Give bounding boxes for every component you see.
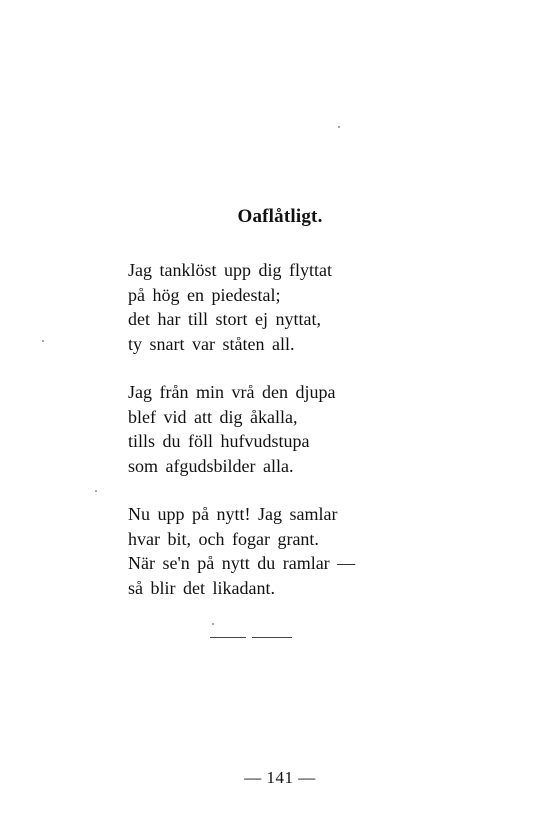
paper-speck [42,340,44,342]
paper-speck [212,623,214,625]
stanza-3 [128,502,448,600]
poem-title: Oaflåtligt. [237,206,323,227]
poem-line: När se'n på nytt du ramlar — [128,553,356,573]
poem-line: tills du föll hufvudstupa [128,431,310,451]
poem-line: på hög en piedestal; [128,284,281,305]
poem-line: ty snart var ståten all. [128,333,295,354]
stanza-1 [128,258,448,356]
poem-line: hvar bit, och fogar grant. [128,528,319,549]
stanza-2 [128,380,448,478]
page-number: — 141 — [244,768,316,787]
poem-line: det har till stort ej nyttat, [128,309,321,329]
poem-line: Nu upp på nytt! Jag samlar [128,504,338,524]
poem-line: blef vid att dig åkalla, [128,406,298,427]
paper-speck [338,126,340,128]
end-ornament-divider [210,637,292,639]
divider-segment [210,637,246,638]
poem-line: så blir det likadant. [128,577,275,598]
poem-body [128,258,448,624]
paper-speck [95,490,97,492]
poem-line: som afgudsbilder alla. [128,455,294,476]
poem-line: Jag från min vrå den djupa [128,382,336,402]
divider-segment [252,637,292,638]
poem-line: Jag tanklöst upp dig flyttat [128,260,332,280]
